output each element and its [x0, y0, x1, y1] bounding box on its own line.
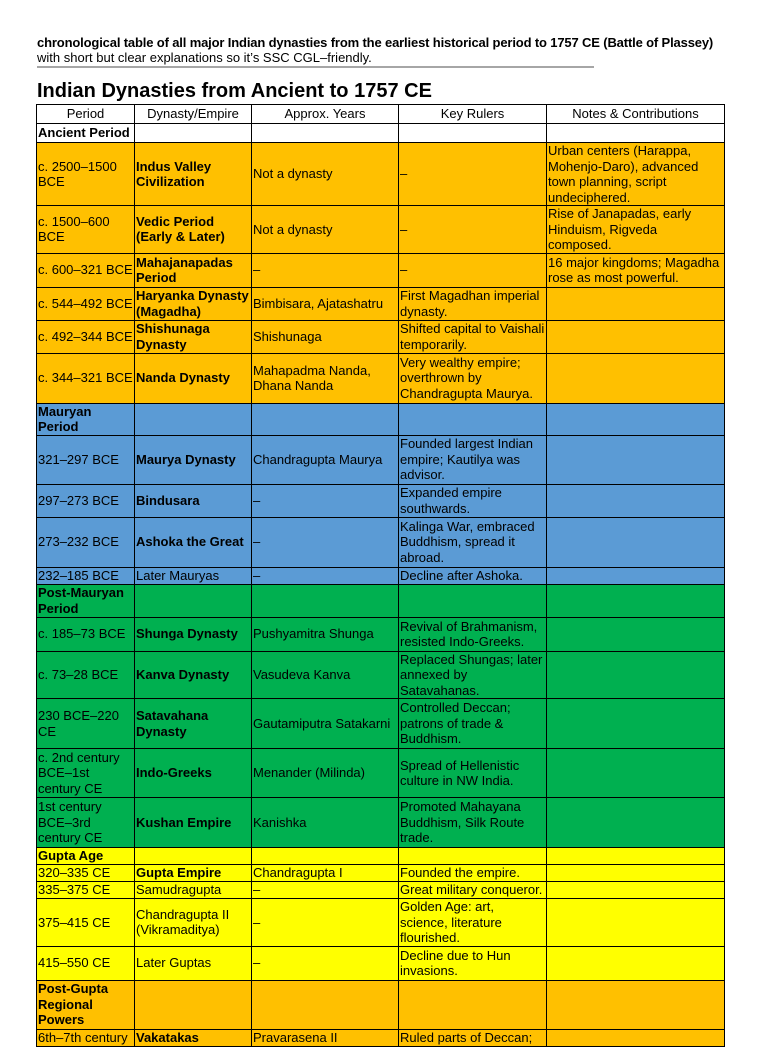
table-row: [37, 882, 725, 899]
cell-rulers: Founded the empire.: [399, 865, 547, 882]
page-title: Indian Dynasties from Ancient to 1757 CE: [37, 80, 432, 102]
cell-dynasty: Samudragupta: [135, 882, 252, 899]
cell-notes: [547, 749, 725, 798]
cell-notes: Urban centers (Harappa, Mohenjo-Daro), advanced town planning, script undeciphered.: [547, 143, 725, 206]
cell-notes: [547, 699, 725, 749]
section-empty-cell: [252, 584, 399, 617]
cell-period: c. 344–321 BCE: [37, 353, 135, 403]
cell-dynasty: Satavahana Dynasty: [135, 699, 252, 749]
section-empty-cell: [399, 584, 547, 617]
cell-years: Not a dynasty: [252, 206, 399, 254]
section-empty-cell: [547, 584, 725, 617]
section-empty-cell: [399, 124, 547, 143]
section-empty-cell: [135, 980, 252, 1029]
cell-dynasty: Later Mauryas: [135, 567, 252, 584]
table-row: [37, 798, 725, 848]
cell-rulers: Decline due to Hun invasions.: [399, 946, 547, 980]
cell-dynasty: Kanva Dynasty: [135, 651, 252, 699]
column-header-period: Period: [37, 105, 135, 124]
cell-years: –: [252, 567, 399, 584]
cell-years: –: [252, 517, 399, 567]
cell-years: Pushyamitra Shunga: [252, 617, 399, 651]
cell-notes: [547, 517, 725, 567]
cell-years: Menander (Milinda): [252, 749, 399, 798]
cell-dynasty: Shunga Dynasty: [135, 617, 252, 651]
cell-years: –: [252, 946, 399, 980]
section-label: Ancient Period: [37, 124, 135, 143]
section-row: [37, 980, 725, 1029]
cell-notes: [547, 946, 725, 980]
table-row: [37, 253, 725, 287]
cell-years: Chandragupta Maurya: [252, 435, 399, 484]
cell-dynasty: Vakatakas: [135, 1029, 252, 1046]
table-row: [37, 567, 725, 584]
cell-rulers: First Magadhan imperial dynasty.: [399, 287, 547, 320]
cell-notes: 16 major kingdoms; Magadha rose as most powerful.: [547, 253, 725, 287]
section-row: [37, 124, 725, 143]
cell-years: Chandragupta I: [252, 865, 399, 882]
table-row: [37, 749, 725, 798]
cell-years: Gautamiputra Satakarni: [252, 699, 399, 749]
section-empty-cell: [252, 403, 399, 435]
cell-rulers: Decline after Ashoka.: [399, 567, 547, 584]
cell-rulers: –: [399, 143, 547, 206]
cell-rulers: Shifted capital to Vaishali temporarily.: [399, 320, 547, 353]
table-row: [37, 320, 725, 353]
cell-notes: [547, 882, 725, 899]
table-row: [37, 946, 725, 980]
table-header-row: [37, 105, 725, 124]
cell-dynasty: Indus Valley Civilization: [135, 143, 252, 206]
cell-dynasty: Nanda Dynasty: [135, 353, 252, 403]
column-header-dynasty: Dynasty/Empire: [135, 105, 252, 124]
cell-dynasty: Later Guptas: [135, 946, 252, 980]
cell-notes: [547, 320, 725, 353]
section-empty-cell: [135, 124, 252, 143]
cell-rulers: Replaced Shungas; later annexed by Satavahanas.: [399, 651, 547, 699]
section-empty-cell: [252, 980, 399, 1029]
column-header-rulers: Key Rulers: [399, 105, 547, 124]
cell-notes: [547, 287, 725, 320]
cell-rulers: Founded largest Indian empire; Kautilya was advisor.: [399, 435, 547, 484]
section-empty-cell: [399, 403, 547, 435]
table-row: [37, 143, 725, 206]
cell-period: 297–273 BCE: [37, 484, 135, 517]
cell-period: c. 600–321 BCE: [37, 253, 135, 287]
cell-dynasty: Kushan Empire: [135, 798, 252, 848]
cell-period: 232–185 BCE: [37, 567, 135, 584]
cell-years: –: [252, 882, 399, 899]
intro-text: [37, 35, 757, 65]
cell-rulers: –: [399, 206, 547, 254]
cell-years: Bimbisara, Ajatashatru: [252, 287, 399, 320]
cell-rulers: Spread of Hellenistic culture in NW India.: [399, 749, 547, 798]
section-row: [37, 848, 725, 865]
cell-years: Shishunaga: [252, 320, 399, 353]
section-empty-cell: [135, 403, 252, 435]
section-empty-cell: [252, 124, 399, 143]
cell-rulers: –: [399, 253, 547, 287]
cell-dynasty: Haryanka Dynasty (Magadha): [135, 287, 252, 320]
cell-dynasty: Shishunaga Dynasty: [135, 320, 252, 353]
cell-notes: [547, 617, 725, 651]
cell-notes: [547, 651, 725, 699]
cell-rulers: Expanded empire southwards.: [399, 484, 547, 517]
cell-notes: [547, 1029, 725, 1046]
intro-heading-line: chronological table of all major Indian dynasties from the earliest historical period to 1757 CE (Battle of Plassey): [37, 35, 714, 50]
cell-period: c. 492–344 BCE: [37, 320, 135, 353]
cell-period: c. 544–492 BCE: [37, 287, 135, 320]
table-row: [37, 1029, 725, 1046]
table-row: [37, 435, 725, 484]
cell-dynasty: Maurya Dynasty: [135, 435, 252, 484]
cell-dynasty: Mahajanapadas Period: [135, 253, 252, 287]
cell-notes: [547, 484, 725, 517]
section-empty-cell: [399, 848, 547, 865]
cell-notes: [547, 865, 725, 882]
table-row: [37, 353, 725, 403]
section-row: [37, 403, 725, 435]
section-empty-cell: [399, 980, 547, 1029]
section-label: Post-Gupta Regional Powers: [37, 980, 135, 1029]
section-empty-cell: [135, 848, 252, 865]
cell-dynasty: Gupta Empire: [135, 865, 252, 882]
table-row: [37, 651, 725, 699]
cell-period: 321–297 BCE: [37, 435, 135, 484]
section-empty-cell: [252, 848, 399, 865]
cell-period: c. 2nd century BCE–1st century CE: [37, 749, 135, 798]
table-body: [37, 124, 725, 1047]
cell-rulers: Golden Age: art, science, literature flourished.: [399, 899, 547, 947]
cell-years: Mahapadma Nanda, Dhana Nanda: [252, 353, 399, 403]
table-row: [37, 865, 725, 882]
cell-dynasty: Ashoka the Great: [135, 517, 252, 567]
cell-rulers: Revival of Brahmanism, resisted Indo-Greeks.: [399, 617, 547, 651]
table-row: [37, 287, 725, 320]
cell-notes: Rise of Janapadas, early Hinduism, Rigveda composed.: [547, 206, 725, 254]
cell-years: –: [252, 253, 399, 287]
section-empty-cell: [547, 980, 725, 1029]
cell-dynasty: Bindusara: [135, 484, 252, 517]
section-label: Mauryan Period: [37, 403, 135, 435]
cell-period: c. 185–73 BCE: [37, 617, 135, 651]
cell-dynasty: Indo-Greeks: [135, 749, 252, 798]
cell-period: c. 1500–600 BCE: [37, 206, 135, 254]
cell-dynasty: Chandragupta II (Vikramaditya): [135, 899, 252, 947]
cell-notes: [547, 567, 725, 584]
table-row: [37, 699, 725, 749]
cell-period: c. 2500–1500 BCE: [37, 143, 135, 206]
cell-years: –: [252, 899, 399, 947]
cell-rulers: Ruled parts of Deccan;: [399, 1029, 547, 1046]
cell-notes: [547, 435, 725, 484]
cell-period: 320–335 CE: [37, 865, 135, 882]
cell-notes: [547, 353, 725, 403]
table-row: [37, 899, 725, 947]
cell-years: Not a dynasty: [252, 143, 399, 206]
divider-line: [37, 66, 594, 68]
cell-period: 335–375 CE: [37, 882, 135, 899]
cell-period: 273–232 BCE: [37, 517, 135, 567]
intro-subtext-line: with short but clear explanations so it’s SSC CGL–friendly.: [37, 50, 372, 65]
cell-rulers: Promoted Mahayana Buddhism, Silk Route trade.: [399, 798, 547, 848]
cell-period: 375–415 CE: [37, 899, 135, 947]
cell-period: 6th–7th century: [37, 1029, 135, 1046]
cell-period: 230 BCE–220 CE: [37, 699, 135, 749]
cell-rulers: Kalinga War, embraced Buddhism, spread it abroad.: [399, 517, 547, 567]
cell-years: Vasudeva Kanva: [252, 651, 399, 699]
column-header-years: Approx. Years: [252, 105, 399, 124]
section-empty-cell: [135, 584, 252, 617]
cell-years: Kanishka: [252, 798, 399, 848]
cell-rulers: Great military conqueror.: [399, 882, 547, 899]
section-label: Gupta Age: [37, 848, 135, 865]
section-empty-cell: [547, 848, 725, 865]
dynasty-table: [36, 104, 725, 1047]
cell-notes: [547, 798, 725, 848]
table-row: [37, 517, 725, 567]
column-header-notes: Notes & Contributions: [547, 105, 725, 124]
table-row: [37, 617, 725, 651]
section-row: [37, 584, 725, 617]
cell-rulers: Very wealthy empire; overthrown by Chandragupta Maurya.: [399, 353, 547, 403]
cell-rulers: Controlled Deccan; patrons of trade & Buddhism.: [399, 699, 547, 749]
cell-period: 1st century BCE–3rd century CE: [37, 798, 135, 848]
cell-notes: [547, 899, 725, 947]
section-empty-cell: [547, 403, 725, 435]
cell-dynasty: Vedic Period (Early & Later): [135, 206, 252, 254]
table-row: [37, 206, 725, 254]
cell-period: c. 73–28 BCE: [37, 651, 135, 699]
cell-years: –: [252, 484, 399, 517]
table-row: [37, 484, 725, 517]
section-empty-cell: [547, 124, 725, 143]
cell-period: 415–550 CE: [37, 946, 135, 980]
cell-years: Pravarasena II: [252, 1029, 399, 1046]
section-label: Post-Mauryan Period: [37, 584, 135, 617]
